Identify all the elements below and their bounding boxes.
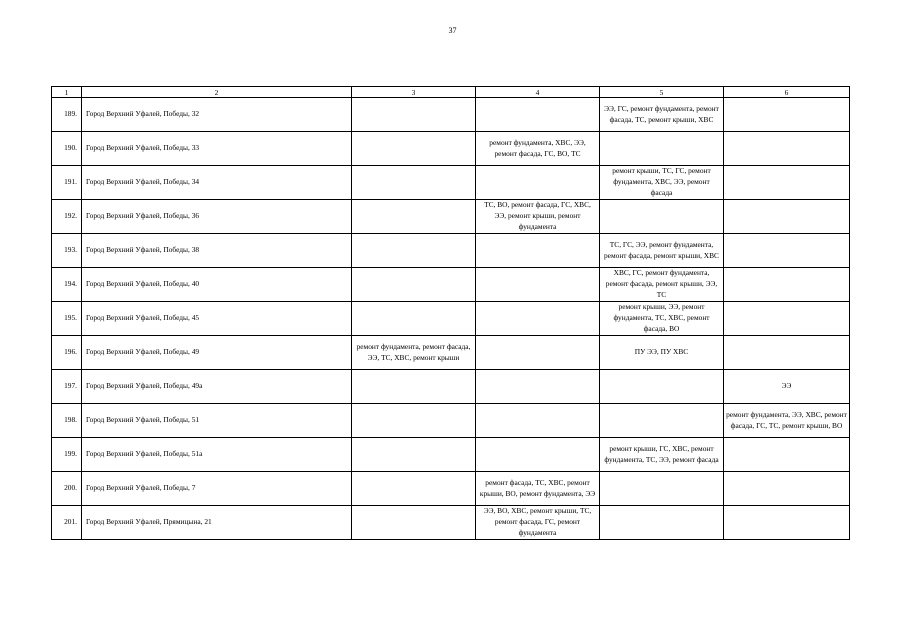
repair-schedule-table <box>51 86 850 540</box>
table-row <box>52 370 850 404</box>
period-6-cell: ремонт фундамента, ЭЭ, ХВС, ремонт фасада, ГС, ТС, ремонт крыши, ВО <box>724 404 850 438</box>
period-3-cell <box>352 268 476 302</box>
period-3-cell <box>352 302 476 336</box>
address-cell: Город Верхний Уфалей, Победы, 45 <box>82 302 352 336</box>
period-4-cell <box>476 268 600 302</box>
period-6-cell <box>724 336 850 370</box>
period-5-cell: ХВС, ГС, ремонт фундамента, ремонт фасада, ремонт крыши, ЭЭ, ТС <box>600 268 724 302</box>
period-5-cell: ЭЭ, ГС, ремонт фундамента, ремонт фасада, ТС, ремонт крыши, ХВС <box>600 98 724 132</box>
table-row <box>52 472 850 506</box>
table-row <box>52 506 850 540</box>
address-cell: Город Верхний Уфалей, Победы, 33 <box>82 132 352 166</box>
period-6-cell <box>724 506 850 540</box>
row-number-cell: 198. <box>52 404 82 438</box>
row-number-cell: 190. <box>52 132 82 166</box>
row-number-cell: 199. <box>52 438 82 472</box>
row-number-cell: 191. <box>52 166 82 200</box>
period-3-cell <box>352 166 476 200</box>
column-header: 6 <box>724 87 850 98</box>
row-number-cell: 195. <box>52 302 82 336</box>
table-row <box>52 166 850 200</box>
period-6-cell <box>724 268 850 302</box>
period-4-cell <box>476 404 600 438</box>
period-6-cell <box>724 234 850 268</box>
page-number: 37 <box>448 26 457 35</box>
address-cell: Город Верхний Уфалей, Победы, 51а <box>82 438 352 472</box>
table-row <box>52 200 850 234</box>
address-cell: Город Верхний Уфалей, Победы, 7 <box>82 472 352 506</box>
column-header: 5 <box>600 87 724 98</box>
column-header: 2 <box>82 87 352 98</box>
table-row <box>52 268 850 302</box>
address-cell: Город Верхний Уфалей, Победы, 51 <box>82 404 352 438</box>
period-5-cell <box>600 404 724 438</box>
period-4-cell <box>476 234 600 268</box>
period-3-cell <box>352 438 476 472</box>
table-row <box>52 438 850 472</box>
period-5-cell: ремонт крыши, ГС, ХВС, ремонт фундамента, ТС, ЭЭ, ремонт фасада <box>600 438 724 472</box>
column-header: 4 <box>476 87 600 98</box>
period-6-cell <box>724 438 850 472</box>
column-header: 3 <box>352 87 476 98</box>
period-4-cell <box>476 370 600 404</box>
table-row <box>52 302 850 336</box>
row-number-cell: 193. <box>52 234 82 268</box>
period-5-cell: ремонт крыши, ЭЭ, ремонт фундамента, ТС, ХВС, ремонт фасада, ВО <box>600 302 724 336</box>
period-3-cell: ремонт фундамента, ремонт фасада, ЭЭ, ТС, ХВС, ремонт крыши <box>352 336 476 370</box>
period-6-cell <box>724 302 850 336</box>
row-number-cell: 194. <box>52 268 82 302</box>
period-3-cell <box>352 98 476 132</box>
period-5-cell: ремонт крыши, ТС, ГС, ремонт фундамента, ХВС, ЭЭ, ремонт фасада <box>600 166 724 200</box>
address-cell: Город Верхний Уфалей, Победы, 36 <box>82 200 352 234</box>
period-3-cell <box>352 234 476 268</box>
period-5-cell <box>600 370 724 404</box>
period-3-cell <box>352 472 476 506</box>
address-cell: Город Верхний Уфалей, Победы, 40 <box>82 268 352 302</box>
address-cell: Город Верхний Уфалей, Победы, 34 <box>82 166 352 200</box>
row-number-cell: 192. <box>52 200 82 234</box>
address-cell: Город Верхний Уфалей, Победы, 32 <box>82 98 352 132</box>
row-number-cell: 196. <box>52 336 82 370</box>
table-row <box>52 404 850 438</box>
row-number-cell: 197. <box>52 370 82 404</box>
column-header: 1 <box>52 87 82 98</box>
period-3-cell <box>352 200 476 234</box>
address-cell: Город Верхний Уфалей, Прямицына, 21 <box>82 506 352 540</box>
table-body <box>52 98 850 540</box>
row-number-cell: 189. <box>52 98 82 132</box>
period-6-cell <box>724 98 850 132</box>
period-4-cell: ремонт фасада, ТС, ХВС, ремонт крыши, ВО, ремонт фундамента, ЭЭ <box>476 472 600 506</box>
period-4-cell <box>476 438 600 472</box>
period-4-cell <box>476 98 600 132</box>
period-4-cell: ТС, ВО, ремонт фасада, ГС, ХВС, ЭЭ, ремонт крыши, ремонт фундамента <box>476 200 600 234</box>
period-4-cell: ремонт фундамента, ХВС, ЭЭ, ремонт фасада, ГС, ВО, ТС <box>476 132 600 166</box>
address-cell: Город Верхний Уфалей, Победы, 49 <box>82 336 352 370</box>
period-3-cell <box>352 132 476 166</box>
period-5-cell <box>600 200 724 234</box>
period-3-cell <box>352 370 476 404</box>
column-number-row <box>52 87 850 98</box>
period-3-cell <box>352 404 476 438</box>
period-4-cell <box>476 302 600 336</box>
period-4-cell <box>476 336 600 370</box>
table-row <box>52 234 850 268</box>
address-cell: Город Верхний Уфалей, Победы, 38 <box>82 234 352 268</box>
period-4-cell: ЭЭ, ВО, ХВС, ремонт крыши, ТС, ремонт фасада, ГС, ремонт фундамента <box>476 506 600 540</box>
row-number-cell: 201. <box>52 506 82 540</box>
period-6-cell: ЭЭ <box>724 370 850 404</box>
period-5-cell <box>600 132 724 166</box>
period-5-cell: ПУ ЭЭ, ПУ ХВС <box>600 336 724 370</box>
period-6-cell <box>724 166 850 200</box>
address-cell: Город Верхний Уфалей, Победы, 49а <box>82 370 352 404</box>
period-5-cell <box>600 506 724 540</box>
period-4-cell <box>476 166 600 200</box>
period-5-cell <box>600 472 724 506</box>
row-number-cell: 200. <box>52 472 82 506</box>
table-row <box>52 336 850 370</box>
table-row <box>52 98 850 132</box>
period-6-cell <box>724 132 850 166</box>
period-3-cell <box>352 506 476 540</box>
period-6-cell <box>724 200 850 234</box>
period-5-cell: ТС, ГС, ЭЭ, ремонт фундамента, ремонт фасада, ремонт крыши, ХВС <box>600 234 724 268</box>
table-row <box>52 132 850 166</box>
period-6-cell <box>724 472 850 506</box>
